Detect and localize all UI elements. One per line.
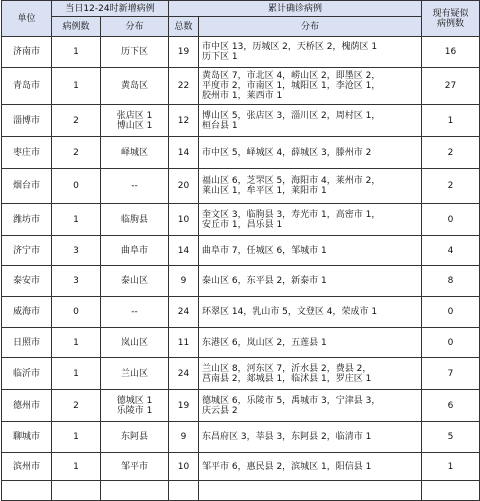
new-count-cell: 2 <box>52 105 101 137</box>
city-cell: 济南市 <box>2 37 52 68</box>
header-new-cases: 当日12-24时新增病例 <box>52 1 169 17</box>
table-row <box>2 481 480 501</box>
new-count-cell: 1 <box>52 453 101 481</box>
total-cell: 24 <box>169 358 199 390</box>
header-total: 总数 <box>169 17 199 37</box>
header-suspected: 现有疑似 病例数 <box>422 1 480 37</box>
table-row <box>2 328 480 358</box>
total-cell: 9 <box>169 266 199 297</box>
new-count-cell: 2 <box>52 390 101 422</box>
suspected-cell: 7 <box>422 358 480 390</box>
new-count-cell: 1 <box>52 358 101 390</box>
suspected-cell: 0 <box>422 328 480 358</box>
table-row <box>2 68 480 105</box>
distribution-cell: 邹平市 6，惠民县 2，滨城区 1，阳信县 1 <box>199 453 422 481</box>
city-cell: 青岛市 <box>2 68 52 105</box>
new-distribution-cell: 临朐县 <box>101 204 169 236</box>
distribution-cell: 东港区 6，岚山区 2，五莲县 1 <box>199 328 422 358</box>
total-cell: 10 <box>169 453 199 481</box>
total-cell: 11 <box>169 328 199 358</box>
suspected-cell: 2 <box>422 169 480 204</box>
new-distribution-cell: 峄城区 <box>101 137 169 169</box>
city-cell: 聊城市 <box>2 422 52 453</box>
total-cell <box>169 481 199 501</box>
distribution-cell: 环翠区 14，乳山市 5，文登区 4，荣成市 1 <box>199 297 422 328</box>
new-count-cell: 1 <box>52 204 101 236</box>
header-cumulative: 累计确诊病例 <box>169 1 422 17</box>
new-distribution-cell <box>101 481 169 501</box>
suspected-cell <box>422 481 480 501</box>
suspected-cell: 8 <box>422 266 480 297</box>
new-count-cell <box>52 481 101 501</box>
distribution-cell: 东昌府区 3，莘县 3，东阿县 2，临清市 1 <box>199 422 422 453</box>
distribution-cell: 福山区 6，芝罘区 5，海阳市 4，莱州市 2， 莱山区 1，牟平区 1，莱阳市 1 <box>199 169 422 204</box>
table-row <box>2 297 480 328</box>
epidemic-table <box>1 0 480 501</box>
distribution-cell: 兰山区 8，河东区 7，沂水县 2，费县 2， 莒南县 2，郯城县 1，临沭县 1，罗庄区 1 <box>199 358 422 390</box>
table-row <box>2 358 480 390</box>
suspected-cell: 6 <box>422 390 480 422</box>
suspected-cell: 27 <box>422 68 480 105</box>
table-body <box>2 37 480 501</box>
city-cell: 德州市 <box>2 390 52 422</box>
new-count-cell: 1 <box>52 37 101 68</box>
new-distribution-cell: 岚山区 <box>101 328 169 358</box>
new-distribution-cell: -- <box>101 297 169 328</box>
suspected-cell: 16 <box>422 37 480 68</box>
table-row <box>2 37 480 68</box>
suspected-cell: 4 <box>422 236 480 266</box>
suspected-cell: 0 <box>422 297 480 328</box>
new-distribution-cell: 黄岛区 <box>101 68 169 105</box>
city-cell: 淄博市 <box>2 105 52 137</box>
distribution-cell: 市中区 13，历城区 2，天桥区 2，槐荫区 1 历下区 1 <box>199 37 422 68</box>
total-cell: 22 <box>169 68 199 105</box>
new-distribution-cell: 历下区 <box>101 37 169 68</box>
city-cell: 临沂市 <box>2 358 52 390</box>
new-count-cell: 2 <box>52 137 101 169</box>
city-cell: 济宁市 <box>2 236 52 266</box>
distribution-cell: 市中区 5，峄城区 4，薛城区 3，滕州市 2 <box>199 137 422 169</box>
total-cell: 20 <box>169 169 199 204</box>
distribution-cell: 黄岛区 7，市北区 4，崂山区 2，即墨区 2， 平度市 2，市南区 1，城阳区 1，李沧区 1， 胶州市 1，莱西市 1 <box>199 68 422 105</box>
table-row <box>2 137 480 169</box>
suspected-cell: 1 <box>422 105 480 137</box>
distribution-cell <box>199 481 422 501</box>
distribution-cell: 博山区 5，张店区 3，淄川区 2，周村区 1， 桓台县 1 <box>199 105 422 137</box>
new-distribution-cell: 张店区 1 博山区 1 <box>101 105 169 137</box>
new-count-cell: 1 <box>52 328 101 358</box>
distribution-cell: 奎文区 3，临朐县 3，寿光市 1，高密市 1， 安丘市 1，昌乐县 1 <box>199 204 422 236</box>
table-row <box>2 390 480 422</box>
header-new-distribution: 分布 <box>101 17 169 37</box>
header-city: 单位 <box>2 1 52 37</box>
city-cell: 泰安市 <box>2 266 52 297</box>
table-row <box>2 105 480 137</box>
table-row <box>2 266 480 297</box>
distribution-cell: 曲阜市 7，任城区 6，邹城市 1 <box>199 236 422 266</box>
table-row <box>2 169 480 204</box>
total-cell: 24 <box>169 297 199 328</box>
suspected-cell: 5 <box>422 422 480 453</box>
city-cell: 滨州市 <box>2 453 52 481</box>
suspected-cell: 1 <box>422 453 480 481</box>
table-row <box>2 236 480 266</box>
total-cell: 9 <box>169 422 199 453</box>
new-distribution-cell: 东阿县 <box>101 422 169 453</box>
city-cell <box>2 481 52 501</box>
city-cell: 烟台市 <box>2 169 52 204</box>
total-cell: 10 <box>169 204 199 236</box>
city-cell: 威海市 <box>2 297 52 328</box>
header-distribution: 分布 <box>199 17 422 37</box>
table-row <box>2 422 480 453</box>
table-row <box>2 204 480 236</box>
new-count-cell: 1 <box>52 422 101 453</box>
suspected-cell: 2 <box>422 137 480 169</box>
city-cell: 日照市 <box>2 328 52 358</box>
new-count-cell: 0 <box>52 297 101 328</box>
total-cell: 12 <box>169 105 199 137</box>
distribution-cell: 德城区 6，乐陵市 5，禹城市 3，宁津县 3， 庆云县 2 <box>199 390 422 422</box>
suspected-cell: 0 <box>422 204 480 236</box>
distribution-cell: 泰山区 6，东平县 2，新泰市 1 <box>199 266 422 297</box>
new-count-cell: 3 <box>52 266 101 297</box>
new-distribution-cell: 邹平市 <box>101 453 169 481</box>
new-count-cell: 0 <box>52 169 101 204</box>
total-cell: 19 <box>169 37 199 68</box>
city-cell: 潍坊市 <box>2 204 52 236</box>
new-count-cell: 3 <box>52 236 101 266</box>
new-distribution-cell: 曲阜市 <box>101 236 169 266</box>
header-new-count: 病例数 <box>52 17 101 37</box>
new-distribution-cell: 兰山区 <box>101 358 169 390</box>
new-distribution-cell: 泰山区 <box>101 266 169 297</box>
total-cell: 19 <box>169 390 199 422</box>
new-distribution-cell: 德城区 1 乐陵市 1 <box>101 390 169 422</box>
total-cell: 14 <box>169 137 199 169</box>
new-count-cell: 1 <box>52 68 101 105</box>
table-row <box>2 453 480 481</box>
city-cell: 枣庄市 <box>2 137 52 169</box>
total-cell: 14 <box>169 236 199 266</box>
new-distribution-cell: -- <box>101 169 169 204</box>
